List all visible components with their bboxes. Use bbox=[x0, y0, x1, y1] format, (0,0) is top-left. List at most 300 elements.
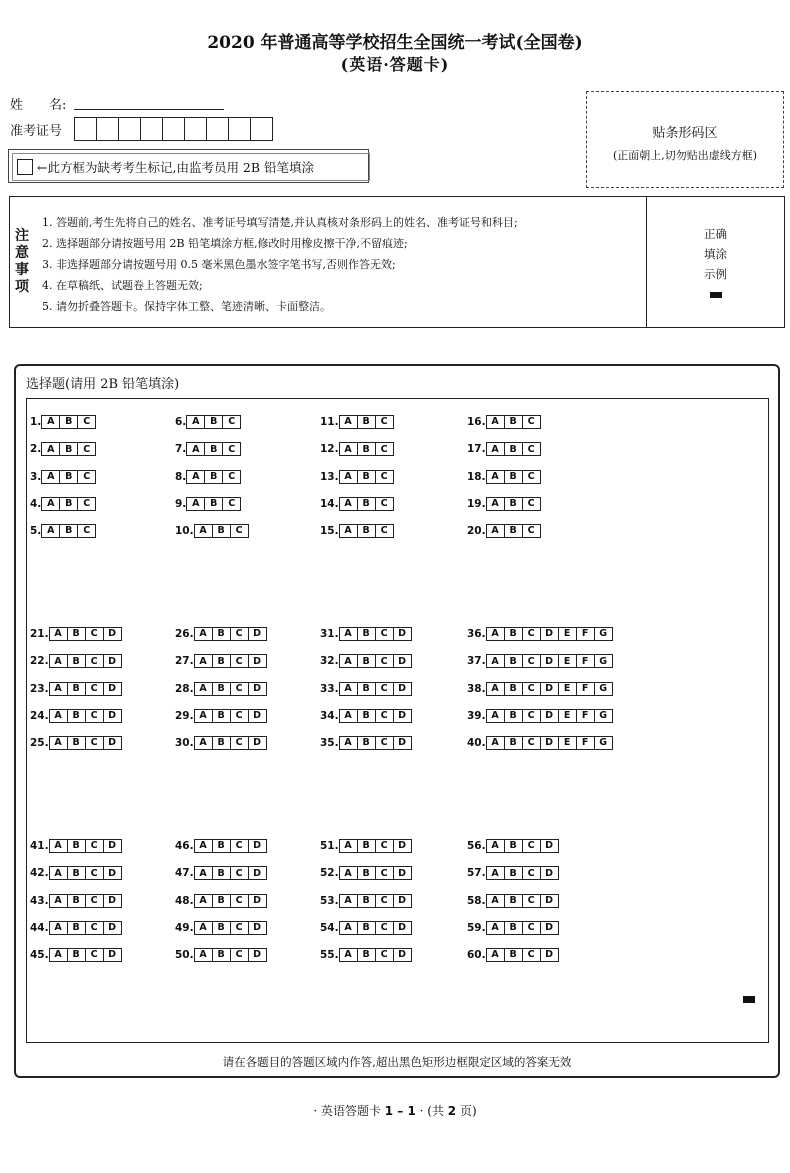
answer-option-c[interactable]: C bbox=[85, 866, 104, 880]
answer-option-a[interactable]: A bbox=[339, 894, 358, 908]
answer-option-d[interactable]: D bbox=[540, 654, 559, 668]
answer-option-a[interactable]: A bbox=[486, 470, 505, 484]
answer-option-b[interactable]: B bbox=[212, 682, 231, 696]
answer-option-a[interactable]: A bbox=[486, 654, 505, 668]
question-number: 17. bbox=[467, 443, 486, 456]
answer-option-a[interactable]: A bbox=[49, 839, 68, 853]
answer-option-c[interactable]: C bbox=[375, 682, 394, 696]
answer-option-b[interactable]: B bbox=[59, 470, 78, 484]
answer-option-a[interactable]: A bbox=[486, 627, 505, 641]
answer-option-a[interactable]: A bbox=[49, 627, 68, 641]
answer-option-b[interactable]: B bbox=[357, 866, 376, 880]
answer-option-c[interactable]: C bbox=[230, 524, 249, 538]
answer-option-a[interactable]: A bbox=[486, 736, 505, 750]
answer-option-a[interactable]: A bbox=[486, 497, 505, 511]
answer-option-b[interactable]: B bbox=[357, 682, 376, 696]
answer-option-b[interactable]: B bbox=[212, 839, 231, 853]
answer-option-a[interactable]: A bbox=[49, 736, 68, 750]
answer-option-d[interactable]: D bbox=[248, 654, 267, 668]
fill-example-text: 示例 bbox=[704, 267, 727, 281]
question-35 bbox=[320, 736, 412, 750]
answer-option-c[interactable]: C bbox=[522, 736, 541, 750]
question-number: 42. bbox=[30, 867, 49, 880]
answer-option-c[interactable]: C bbox=[375, 524, 394, 538]
answer-option-a[interactable]: A bbox=[194, 654, 213, 668]
answer-option-c[interactable]: C bbox=[85, 627, 104, 641]
answer-option-b[interactable]: B bbox=[67, 921, 86, 935]
answer-option-a[interactable]: A bbox=[49, 709, 68, 723]
answer-option-d[interactable]: D bbox=[103, 627, 122, 641]
answer-option-d[interactable]: D bbox=[248, 736, 267, 750]
answer-option-c[interactable]: C bbox=[375, 627, 394, 641]
answer-option-c[interactable]: C bbox=[522, 921, 541, 935]
answer-option-a[interactable]: A bbox=[186, 442, 205, 456]
answer-option-b[interactable]: B bbox=[59, 524, 78, 538]
question-number: 13. bbox=[320, 470, 339, 483]
answer-option-d[interactable]: D bbox=[393, 894, 412, 908]
answer-option-c[interactable]: C bbox=[522, 627, 541, 641]
answer-option-a[interactable]: A bbox=[486, 524, 505, 538]
answer-option-d[interactable]: D bbox=[393, 627, 412, 641]
answer-option-f[interactable]: F bbox=[576, 709, 595, 723]
answer-option-b[interactable]: B bbox=[504, 442, 523, 456]
answer-option-c[interactable]: C bbox=[77, 497, 96, 511]
answer-option-c[interactable]: C bbox=[522, 470, 541, 484]
answer-option-a[interactable]: A bbox=[339, 442, 358, 456]
answer-option-a[interactable]: A bbox=[49, 866, 68, 880]
answer-option-c[interactable]: C bbox=[85, 894, 104, 908]
question-11 bbox=[320, 415, 394, 429]
answer-option-a[interactable]: A bbox=[339, 415, 358, 429]
answer-option-c[interactable]: C bbox=[375, 894, 394, 908]
answer-option-e[interactable]: E bbox=[558, 682, 577, 696]
answer-option-e[interactable]: E bbox=[558, 709, 577, 723]
answer-option-a[interactable]: A bbox=[486, 866, 505, 880]
answer-option-b[interactable]: B bbox=[504, 921, 523, 935]
question-10 bbox=[175, 524, 249, 538]
answer-option-a[interactable]: A bbox=[49, 921, 68, 935]
answer-option-b[interactable]: B bbox=[212, 524, 231, 538]
answer-option-b[interactable]: B bbox=[357, 497, 376, 511]
question-34 bbox=[320, 709, 412, 723]
barcode-title: 贴条形码区 bbox=[652, 126, 718, 141]
answer-option-c[interactable]: C bbox=[522, 894, 541, 908]
answer-option-a[interactable]: A bbox=[486, 682, 505, 696]
answer-option-c[interactable]: C bbox=[522, 682, 541, 696]
answer-option-d[interactable]: D bbox=[103, 894, 122, 908]
answer-option-b[interactable]: B bbox=[212, 921, 231, 935]
exam-id-digit-box[interactable] bbox=[163, 118, 185, 140]
footer-page: 1 – 1 bbox=[384, 1104, 416, 1118]
answer-option-b[interactable]: B bbox=[504, 709, 523, 723]
answer-option-f[interactable]: F bbox=[576, 682, 595, 696]
answer-option-a[interactable]: A bbox=[194, 709, 213, 723]
answer-option-c[interactable]: C bbox=[230, 654, 249, 668]
answer-option-a[interactable]: A bbox=[49, 948, 68, 962]
notes-heading-char: 项 bbox=[15, 279, 29, 295]
answer-option-b[interactable]: B bbox=[504, 470, 523, 484]
answer-option-g[interactable]: G bbox=[594, 736, 613, 750]
question-59 bbox=[467, 921, 559, 935]
absent-marker-frame bbox=[8, 149, 369, 183]
answer-option-d[interactable]: D bbox=[103, 709, 122, 723]
exam-id-digit-box[interactable] bbox=[97, 118, 119, 140]
answer-option-c[interactable]: C bbox=[375, 948, 394, 962]
question-number: 18. bbox=[467, 470, 486, 483]
answer-option-d[interactable]: D bbox=[248, 894, 267, 908]
answer-option-f[interactable]: F bbox=[576, 654, 595, 668]
question-number: 53. bbox=[320, 894, 339, 907]
question-number: 58. bbox=[467, 894, 486, 907]
answer-option-a[interactable]: A bbox=[194, 682, 213, 696]
question-57 bbox=[467, 866, 559, 880]
answer-option-b[interactable]: B bbox=[67, 682, 86, 696]
answer-option-a[interactable]: A bbox=[194, 839, 213, 853]
answer-option-a[interactable]: A bbox=[49, 682, 68, 696]
answer-option-a[interactable]: A bbox=[41, 442, 60, 456]
question-number: 11. bbox=[320, 416, 339, 428]
answer-option-a[interactable]: A bbox=[339, 524, 358, 538]
exam-id-digit-box[interactable] bbox=[185, 118, 207, 140]
question-number: 16. bbox=[467, 416, 486, 428]
answer-option-c[interactable]: C bbox=[522, 709, 541, 723]
absent-marker-inner bbox=[12, 153, 370, 181]
answer-option-c[interactable]: C bbox=[375, 442, 394, 456]
answer-option-b[interactable]: B bbox=[357, 470, 376, 484]
answer-option-d[interactable]: D bbox=[393, 682, 412, 696]
absent-checkbox[interactable] bbox=[17, 159, 33, 175]
answer-option-c[interactable]: C bbox=[85, 709, 104, 723]
question-number: 9. bbox=[175, 497, 187, 510]
answer-option-b[interactable]: B bbox=[67, 709, 86, 723]
answer-option-a[interactable]: A bbox=[41, 415, 60, 429]
exam-id-digit-box[interactable] bbox=[75, 118, 97, 140]
answer-option-c[interactable]: C bbox=[85, 839, 104, 853]
answer-option-b[interactable]: B bbox=[357, 442, 376, 456]
question-47 bbox=[175, 866, 267, 880]
exam-id-boxes[interactable] bbox=[74, 117, 273, 141]
answer-option-d[interactable]: D bbox=[393, 839, 412, 853]
answer-option-b[interactable]: B bbox=[212, 627, 231, 641]
answer-option-a[interactable]: A bbox=[486, 894, 505, 908]
answer-option-c[interactable]: C bbox=[375, 921, 394, 935]
answer-option-b[interactable]: B bbox=[204, 497, 223, 511]
answer-option-b[interactable]: B bbox=[504, 415, 523, 429]
answer-option-a[interactable]: A bbox=[194, 736, 213, 750]
answer-option-c[interactable]: C bbox=[85, 921, 104, 935]
answer-option-a[interactable]: A bbox=[41, 497, 60, 511]
answer-option-b[interactable]: B bbox=[357, 921, 376, 935]
answer-option-a[interactable]: A bbox=[486, 948, 505, 962]
page-footer bbox=[0, 1102, 790, 1119]
answer-option-a[interactable]: A bbox=[194, 866, 213, 880]
answer-option-b[interactable]: B bbox=[357, 948, 376, 962]
question-number: 28. bbox=[175, 682, 194, 695]
answer-option-g[interactable]: G bbox=[594, 682, 613, 696]
answer-option-b[interactable]: B bbox=[504, 894, 523, 908]
answer-option-c[interactable]: C bbox=[522, 839, 541, 853]
question-number: 60. bbox=[467, 949, 486, 962]
answer-option-a[interactable]: A bbox=[339, 948, 358, 962]
answer-option-c[interactable]: C bbox=[230, 839, 249, 853]
answer-option-c[interactable]: C bbox=[85, 654, 104, 668]
answer-option-b[interactable]: B bbox=[212, 948, 231, 962]
answer-option-b[interactable]: B bbox=[504, 736, 523, 750]
answer-option-e[interactable]: E bbox=[558, 654, 577, 668]
answer-option-a[interactable]: A bbox=[186, 497, 205, 511]
answer-option-b[interactable]: B bbox=[504, 524, 523, 538]
question-30 bbox=[175, 736, 267, 750]
exam-id-digit-box[interactable] bbox=[229, 118, 251, 140]
question-49 bbox=[175, 921, 267, 935]
question-number: 37. bbox=[467, 655, 486, 668]
answer-option-b[interactable]: B bbox=[212, 736, 231, 750]
answer-option-e[interactable]: E bbox=[558, 627, 577, 641]
answer-option-c[interactable]: C bbox=[522, 948, 541, 962]
answer-option-c[interactable]: C bbox=[230, 736, 249, 750]
answer-option-b[interactable]: B bbox=[212, 709, 231, 723]
answer-option-c[interactable]: C bbox=[230, 921, 249, 935]
answer-option-b[interactable]: B bbox=[59, 415, 78, 429]
question-4 bbox=[30, 497, 96, 511]
answer-option-d[interactable]: D bbox=[103, 736, 122, 750]
answer-option-d[interactable]: D bbox=[540, 709, 559, 723]
answer-option-a[interactable]: A bbox=[339, 627, 358, 641]
question-number: 20. bbox=[467, 525, 486, 538]
answer-option-b[interactable]: B bbox=[204, 442, 223, 456]
question-number: 35. bbox=[320, 737, 339, 750]
exam-id-digit-box[interactable] bbox=[207, 118, 229, 140]
answer-option-g[interactable]: G bbox=[594, 654, 613, 668]
answer-option-d[interactable]: D bbox=[248, 921, 267, 935]
answer-option-a[interactable]: A bbox=[339, 866, 358, 880]
answer-option-c[interactable]: C bbox=[522, 497, 541, 511]
answer-option-f[interactable]: F bbox=[576, 736, 595, 750]
answer-option-b[interactable]: B bbox=[357, 654, 376, 668]
answer-option-b[interactable]: B bbox=[504, 866, 523, 880]
answer-option-a[interactable]: A bbox=[486, 839, 505, 853]
answer-option-c[interactable]: C bbox=[222, 497, 241, 511]
answer-option-a[interactable]: A bbox=[339, 709, 358, 723]
answer-option-d[interactable]: D bbox=[248, 627, 267, 641]
answer-option-c[interactable]: C bbox=[77, 442, 96, 456]
answer-option-b[interactable]: B bbox=[204, 415, 223, 429]
answer-option-b[interactable]: B bbox=[204, 470, 223, 484]
question-number: 1. bbox=[30, 416, 42, 428]
answer-option-a[interactable]: A bbox=[49, 894, 68, 908]
question-36 bbox=[467, 627, 613, 641]
answer-option-d[interactable]: D bbox=[393, 709, 412, 723]
answer-option-d[interactable]: D bbox=[248, 839, 267, 853]
answer-option-c[interactable]: C bbox=[230, 894, 249, 908]
question-42 bbox=[30, 866, 122, 880]
answer-option-a[interactable]: A bbox=[339, 654, 358, 668]
answer-option-b[interactable]: B bbox=[357, 524, 376, 538]
answer-option-d[interactable]: D bbox=[540, 736, 559, 750]
answer-option-a[interactable]: A bbox=[49, 654, 68, 668]
answer-option-a[interactable]: A bbox=[486, 709, 505, 723]
answer-option-a[interactable]: A bbox=[194, 948, 213, 962]
answer-option-c[interactable]: C bbox=[522, 654, 541, 668]
answer-option-d[interactable]: D bbox=[103, 948, 122, 962]
choice-section-label: 选择题(请用 2B 铅笔填涂) bbox=[26, 377, 180, 392]
answer-option-b[interactable]: B bbox=[67, 839, 86, 853]
answer-option-c[interactable]: C bbox=[375, 415, 394, 429]
answer-option-c[interactable]: C bbox=[230, 682, 249, 696]
notes-heading-char: 事 bbox=[15, 262, 29, 278]
answer-option-d[interactable]: D bbox=[540, 866, 559, 880]
answer-option-c[interactable]: C bbox=[522, 415, 541, 429]
answer-option-c[interactable]: C bbox=[375, 497, 394, 511]
question-21 bbox=[30, 627, 122, 641]
barcode-area bbox=[586, 91, 784, 188]
question-number: 24. bbox=[30, 709, 49, 722]
answer-option-b[interactable]: B bbox=[67, 948, 86, 962]
fill-example-panel bbox=[647, 197, 784, 327]
page-title: 2020 年普通高等学校招生全国统一考试(全国卷) bbox=[207, 33, 583, 53]
answer-option-b[interactable]: B bbox=[357, 839, 376, 853]
answer-option-b[interactable]: B bbox=[357, 709, 376, 723]
answer-option-a[interactable]: A bbox=[186, 415, 205, 429]
answer-option-b[interactable]: B bbox=[212, 866, 231, 880]
answer-option-c[interactable]: C bbox=[375, 839, 394, 853]
answer-option-c[interactable]: C bbox=[375, 736, 394, 750]
question-17 bbox=[467, 442, 541, 456]
answer-option-d[interactable]: D bbox=[393, 654, 412, 668]
question-32 bbox=[320, 654, 412, 668]
note-item: 5. 请勿折叠答题卡。保持字体工整、笔迹清晰、卡面整洁。 bbox=[42, 300, 331, 313]
answer-option-c[interactable]: C bbox=[230, 948, 249, 962]
answer-option-a[interactable]: A bbox=[339, 682, 358, 696]
answer-option-c[interactable]: C bbox=[522, 442, 541, 456]
answer-option-d[interactable]: D bbox=[393, 736, 412, 750]
question-48 bbox=[175, 894, 267, 908]
answer-option-a[interactable]: A bbox=[486, 442, 505, 456]
answer-option-d[interactable]: D bbox=[393, 948, 412, 962]
answer-option-c[interactable]: C bbox=[375, 709, 394, 723]
question-number: 5. bbox=[30, 525, 42, 538]
answer-option-a[interactable]: A bbox=[339, 921, 358, 935]
answer-option-b[interactable]: B bbox=[357, 736, 376, 750]
answer-option-b[interactable]: B bbox=[67, 736, 86, 750]
answer-option-b[interactable]: B bbox=[357, 415, 376, 429]
answer-option-d[interactable]: D bbox=[540, 894, 559, 908]
answer-option-b[interactable]: B bbox=[67, 627, 86, 641]
answer-option-b[interactable]: B bbox=[59, 442, 78, 456]
answer-option-b[interactable]: B bbox=[357, 627, 376, 641]
answer-option-b[interactable]: B bbox=[504, 497, 523, 511]
exam-id-digit-box[interactable] bbox=[119, 118, 141, 140]
answer-option-c[interactable]: C bbox=[375, 654, 394, 668]
answer-option-b[interactable]: B bbox=[212, 654, 231, 668]
answer-option-g[interactable]: G bbox=[594, 627, 613, 641]
answer-option-a[interactable]: A bbox=[186, 470, 205, 484]
answer-option-d[interactable]: D bbox=[540, 948, 559, 962]
answer-option-d[interactable]: D bbox=[103, 682, 122, 696]
answer-option-g[interactable]: G bbox=[594, 709, 613, 723]
answer-option-c[interactable]: C bbox=[375, 470, 394, 484]
answer-option-a[interactable]: A bbox=[41, 524, 60, 538]
answer-option-f[interactable]: F bbox=[576, 627, 595, 641]
answer-option-a[interactable]: A bbox=[486, 921, 505, 935]
answer-option-b[interactable]: B bbox=[67, 866, 86, 880]
answer-option-d[interactable]: D bbox=[540, 921, 559, 935]
answer-option-a[interactable]: A bbox=[194, 524, 213, 538]
answer-option-a[interactable]: A bbox=[339, 736, 358, 750]
answer-option-d[interactable]: D bbox=[540, 627, 559, 641]
answer-option-d[interactable]: D bbox=[103, 654, 122, 668]
answer-option-c[interactable]: C bbox=[230, 627, 249, 641]
question-number: 22. bbox=[30, 655, 49, 668]
answer-option-c[interactable]: C bbox=[77, 470, 96, 484]
name-field[interactable] bbox=[74, 109, 224, 110]
answer-option-b[interactable]: B bbox=[504, 839, 523, 853]
answer-option-d[interactable]: D bbox=[393, 921, 412, 935]
answer-option-c[interactable]: C bbox=[85, 682, 104, 696]
answer-option-c[interactable]: C bbox=[222, 442, 241, 456]
answer-option-d[interactable]: D bbox=[540, 682, 559, 696]
answer-option-d[interactable]: D bbox=[103, 866, 122, 880]
answer-option-d[interactable]: D bbox=[540, 839, 559, 853]
answer-option-c[interactable]: C bbox=[522, 866, 541, 880]
answer-option-d[interactable]: D bbox=[103, 839, 122, 853]
answer-option-e[interactable]: E bbox=[558, 736, 577, 750]
answer-option-a[interactable]: A bbox=[339, 839, 358, 853]
answer-option-a[interactable]: A bbox=[194, 627, 213, 641]
answer-option-b[interactable]: B bbox=[67, 894, 86, 908]
answer-option-d[interactable]: D bbox=[248, 948, 267, 962]
answer-option-b[interactable]: B bbox=[504, 654, 523, 668]
question-number: 51. bbox=[320, 840, 339, 852]
answer-option-b[interactable]: B bbox=[504, 948, 523, 962]
answer-option-c[interactable]: C bbox=[85, 736, 104, 750]
exam-id-digit-box[interactable] bbox=[251, 118, 272, 140]
answer-option-c[interactable]: C bbox=[375, 866, 394, 880]
answer-option-d[interactable]: D bbox=[248, 682, 267, 696]
question-number: 7. bbox=[175, 443, 187, 456]
answer-option-a[interactable]: A bbox=[194, 921, 213, 935]
answer-option-b[interactable]: B bbox=[59, 497, 78, 511]
answer-option-a[interactable]: A bbox=[339, 470, 358, 484]
answer-option-a[interactable]: A bbox=[41, 470, 60, 484]
answer-option-c[interactable]: C bbox=[230, 866, 249, 880]
question-number: 49. bbox=[175, 921, 194, 934]
answer-option-a[interactable]: A bbox=[486, 415, 505, 429]
answer-option-c[interactable]: C bbox=[222, 470, 241, 484]
answer-option-b[interactable]: B bbox=[504, 682, 523, 696]
answer-option-c[interactable]: C bbox=[522, 524, 541, 538]
answer-option-d[interactable]: D bbox=[103, 921, 122, 935]
answer-option-c[interactable]: C bbox=[230, 709, 249, 723]
answer-option-b[interactable]: B bbox=[357, 894, 376, 908]
answer-option-d[interactable]: D bbox=[393, 866, 412, 880]
answer-option-a[interactable]: A bbox=[339, 497, 358, 511]
answer-option-c[interactable]: C bbox=[77, 415, 96, 429]
answer-option-d[interactable]: D bbox=[248, 709, 267, 723]
question-number: 26. bbox=[175, 628, 194, 640]
answer-option-c[interactable]: C bbox=[77, 524, 96, 538]
answer-option-a[interactable]: A bbox=[194, 894, 213, 908]
answer-option-b[interactable]: B bbox=[67, 654, 86, 668]
answer-option-b[interactable]: B bbox=[212, 894, 231, 908]
exam-id-digit-box[interactable] bbox=[141, 118, 163, 140]
answer-option-c[interactable]: C bbox=[222, 415, 241, 429]
question-29 bbox=[175, 709, 267, 723]
answer-option-b[interactable]: B bbox=[504, 627, 523, 641]
answer-option-d[interactable]: D bbox=[248, 866, 267, 880]
answer-option-c[interactable]: C bbox=[85, 948, 104, 962]
question-8 bbox=[175, 470, 241, 484]
